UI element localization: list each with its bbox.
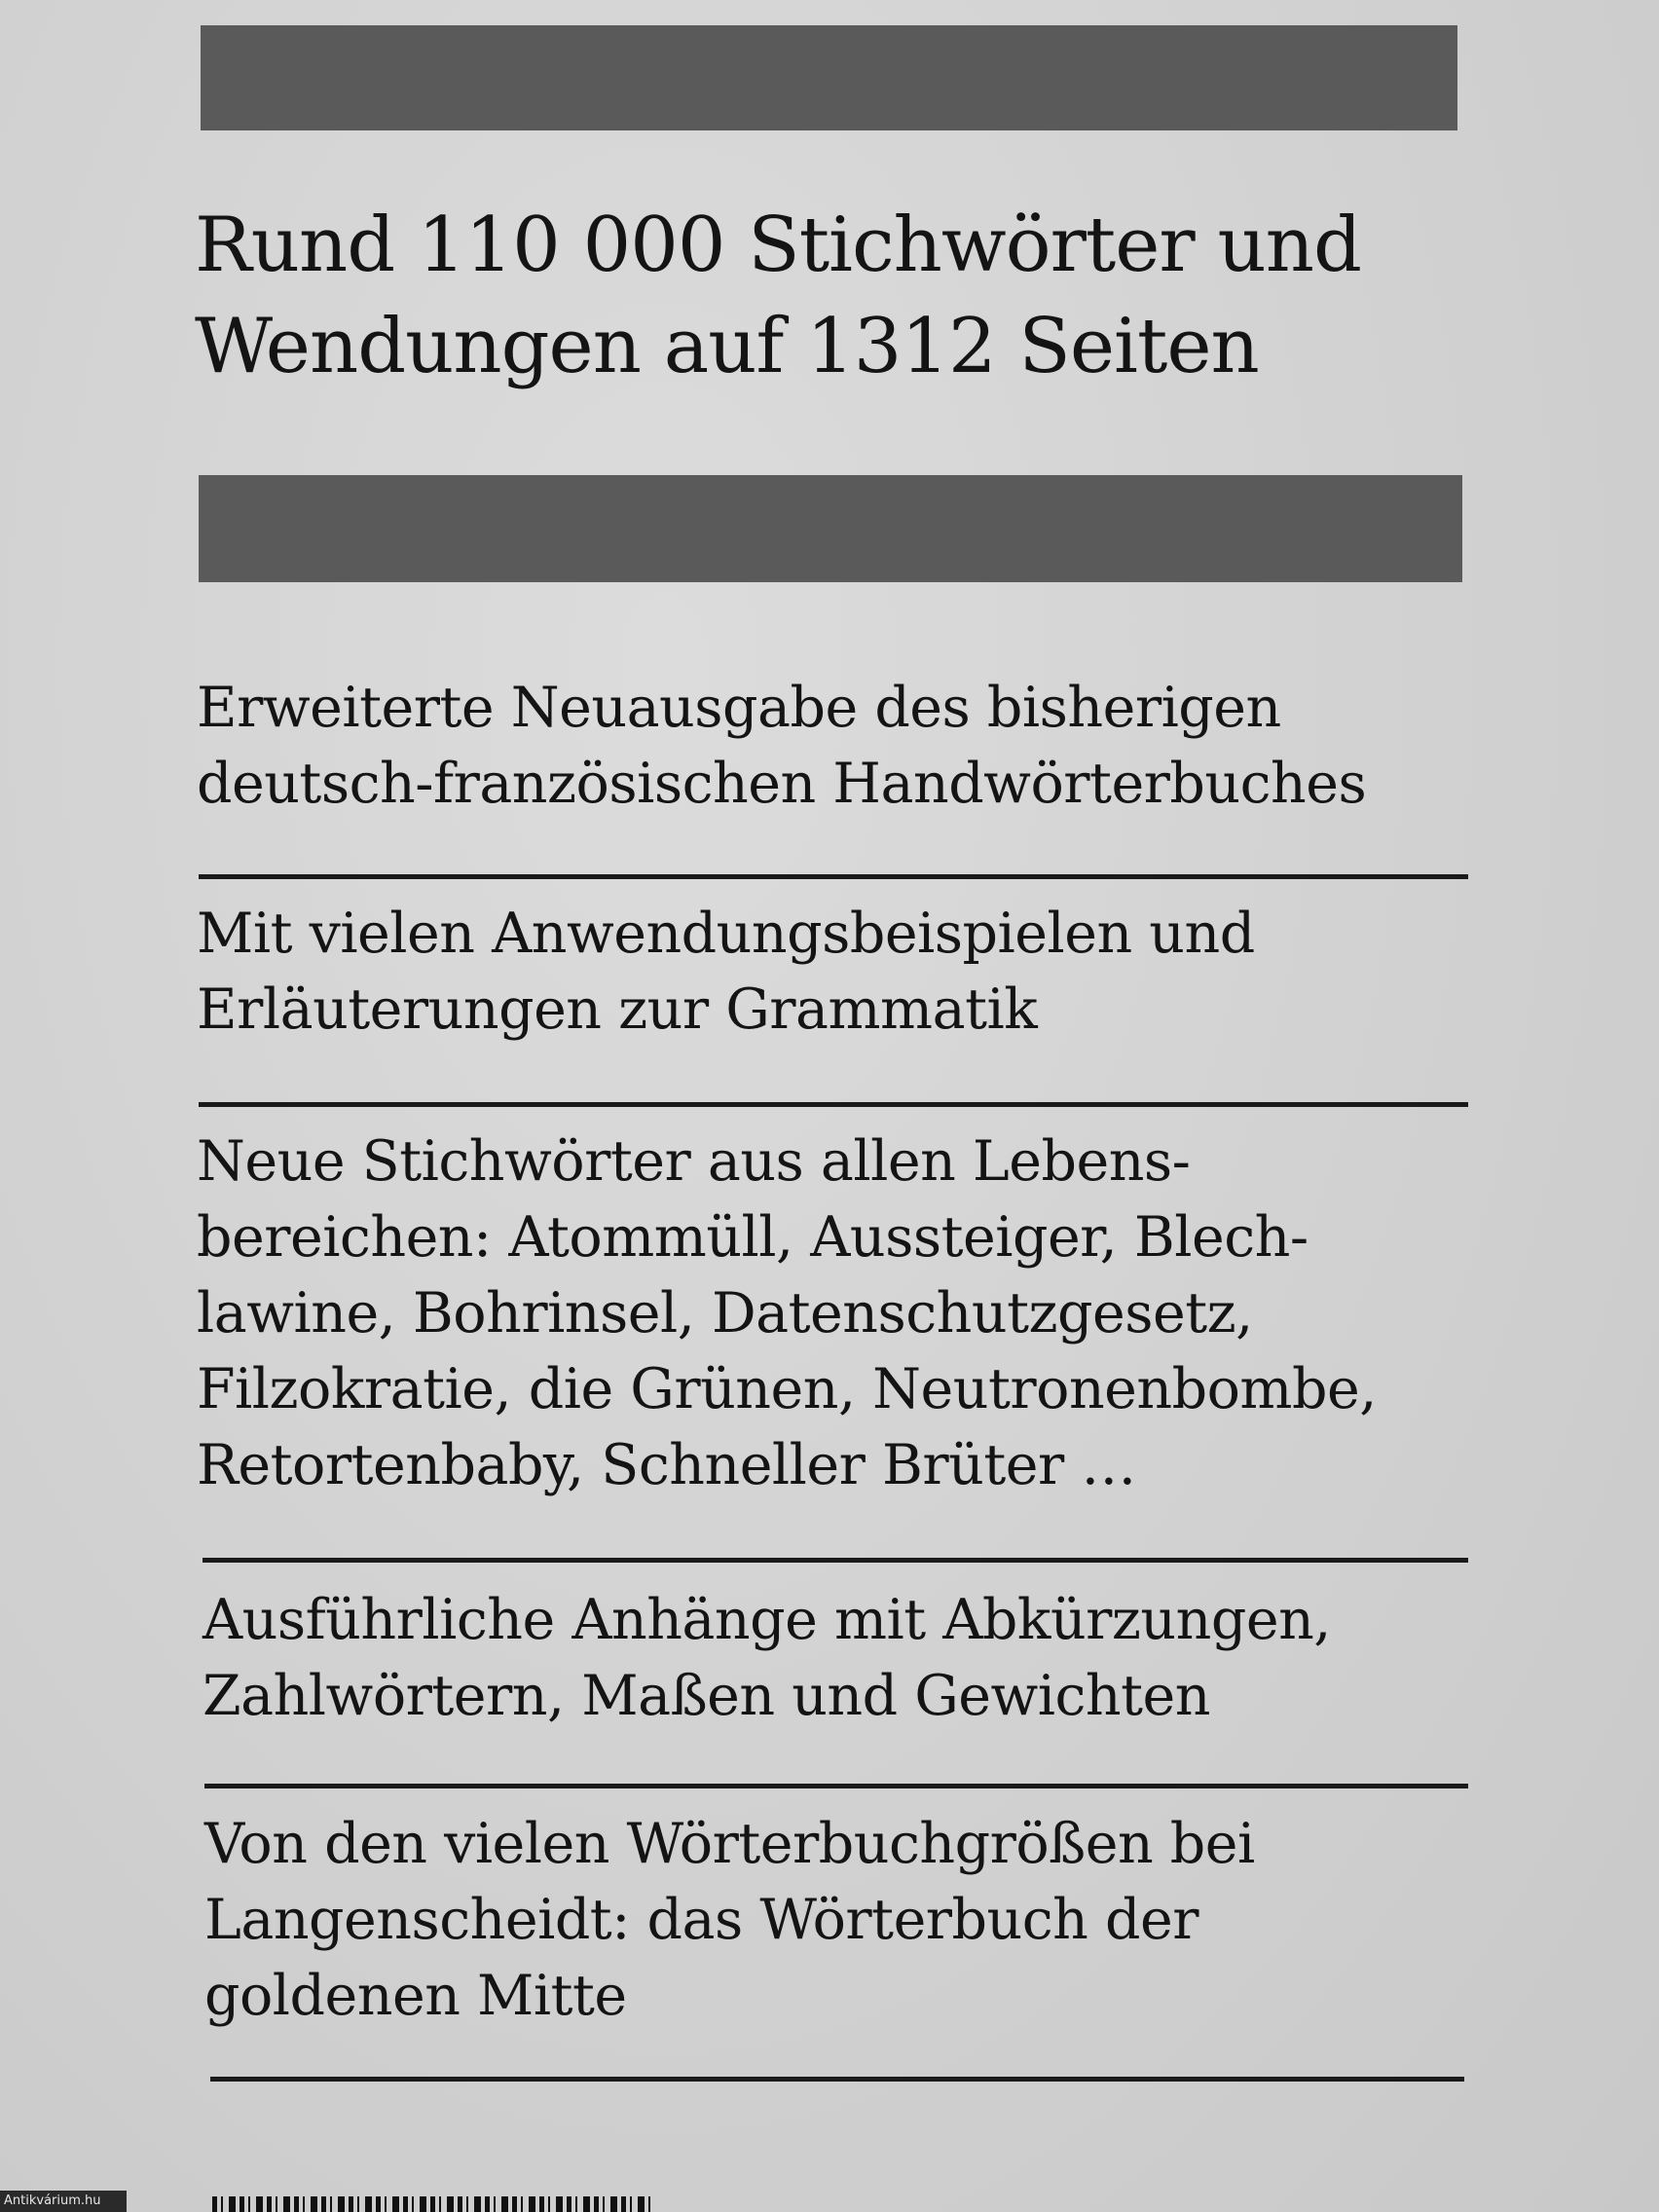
watermark-label: Antikvárium.hu — [0, 2191, 127, 2212]
headline: Rund 110 000 Stichwörter und Wendungen auf 1312 Seiten — [195, 202, 1361, 390]
feature-new-edition: Erweiterte Neuausgabe des bisherigen deutsch-französischen Handwörterbuches — [197, 676, 1367, 816]
feature-new-headwords: Neue Stichwörter aus allen Lebens- bereichen: Atommüll, Aussteiger, Blech- lawine, Bohrinsel, Datenschutzgesetz, Filzokratie, die Grünen, Neutronenbombe, Retortenbaby, Schneller Brüter … — [197, 1129, 1377, 1497]
divider-rule — [204, 1784, 1468, 1788]
divider-rule — [210, 2077, 1464, 2082]
divider-rule — [199, 874, 1468, 879]
middle-gray-bar — [199, 475, 1462, 582]
top-gray-bar — [201, 25, 1457, 130]
feature-appendices: Ausführliche Anhänge mit Abkürzungen, Zahlwörtern, Maßen und Gewichten — [203, 1588, 1331, 1728]
feature-examples-grammar: Mit vielen Anwendungsbeispielen und Erläuterungen zur Grammatik — [197, 902, 1255, 1042]
feature-dictionary-sizes: Von den vielen Wörterbuchgrößen bei Langenscheidt: das Wörterbuch der goldenen Mitte — [204, 1812, 1255, 2028]
barcode-strip — [212, 2196, 650, 2212]
divider-rule — [203, 1558, 1468, 1563]
divider-rule — [199, 1102, 1468, 1107]
